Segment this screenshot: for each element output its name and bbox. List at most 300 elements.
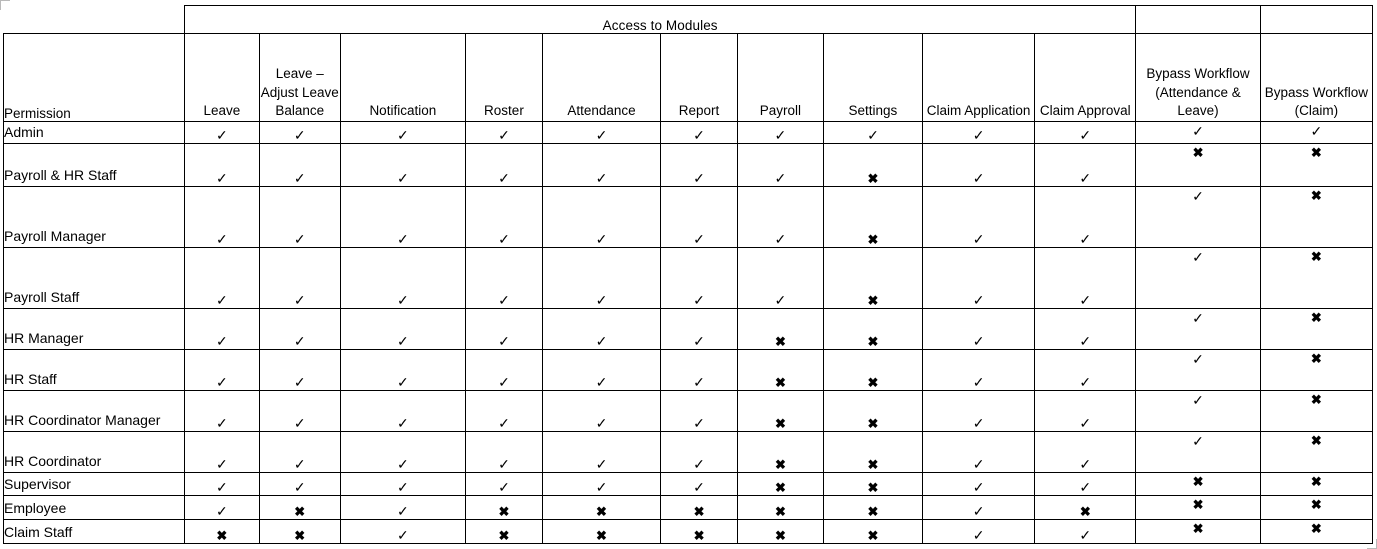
check-icon: ✓ [293,332,306,349]
row-label-admin: Admin [4,122,185,144]
cross-icon: ✖ [294,527,306,543]
check-icon: ✓ [1192,123,1204,139]
check-icon: ✓ [972,502,985,519]
cell-hr-manager-leave [184,309,259,350]
cell-admin-claim_application [922,122,1034,144]
cross-icon: ✖ [867,479,879,495]
cell-hr-coordinator-bypass_att_leave [1136,432,1260,473]
check-icon: ✓ [293,169,306,186]
cell-hr-coordinator-manager-roster [466,391,543,432]
check-icon: ✓ [216,478,228,495]
cross-icon: ✖ [867,456,879,472]
column-header-roster: Roster [466,34,543,122]
column-header-payroll: Payroll [737,34,823,122]
column-header-permission: Permission [4,34,185,122]
cell-hr-coordinator-manager-payroll [737,391,823,432]
cell-hr-coordinator-manager-notification [340,391,465,432]
column-header-claim-application: Claim Application [922,34,1034,122]
check-icon: ✓ [1079,478,1092,495]
cell-payroll-staff-report [661,248,738,309]
cell-hr-coordinator-claim_approval [1035,432,1136,473]
check-icon: ✓ [972,455,985,472]
cross-icon: ✖ [693,503,705,519]
cross-icon: ✖ [1310,351,1322,366]
cross-icon: ✖ [867,527,879,543]
check-icon: ✓ [293,230,306,247]
cell-hr-staff-bypass_att_leave [1136,350,1260,391]
check-icon: ✓ [972,373,985,390]
cell-claim-staff-claim_approval [1035,520,1136,544]
cross-icon: ✖ [1310,188,1322,203]
cell-hr-coordinator-manager-claim_application [922,391,1034,432]
check-icon: ✓ [774,291,787,308]
check-icon: ✓ [396,526,409,543]
check-icon: ✓ [1192,249,1204,265]
cross-icon: ✖ [498,503,510,519]
cell-payroll-staff-leave [184,248,259,309]
group-header-row [4,6,1373,34]
cell-hr-manager-settings [823,309,922,350]
check-icon: ✓ [216,373,228,390]
cell-hr-coordinator-leave [184,432,259,473]
cell-claim-staff-attendance [542,520,660,544]
cell-hr-coordinator-claim_application [922,432,1034,473]
table-row [4,248,1373,309]
cross-icon: ✖ [294,503,306,519]
column-header-attendance: Attendance [542,34,660,122]
cell-payroll-staff-bypass_claim [1260,248,1372,309]
cross-icon: ✖ [774,374,786,390]
check-icon: ✓ [693,332,705,349]
check-icon: ✓ [595,169,608,186]
cell-admin-bypass_claim [1260,122,1372,144]
check-icon: ✓ [293,478,306,495]
cell-admin-settings [823,122,922,144]
group-header-corner-blank [4,6,185,34]
cell-hr-staff-claim_approval [1035,350,1136,391]
cell-supervisor-settings [823,473,922,496]
cell-employee-report [661,496,738,520]
cell-employee-bypass_att_leave [1136,496,1260,520]
cell-payroll-hr-staff-roster [466,144,543,187]
check-icon: ✓ [693,291,705,308]
table-row [4,473,1373,496]
cell-supervisor-payroll [737,473,823,496]
cell-payroll-hr-staff-settings [823,144,922,187]
check-icon: ✓ [498,455,510,472]
cell-claim-staff-bypass_att_leave [1136,520,1260,544]
column-header-report: Report [661,34,738,122]
check-icon: ✓ [595,373,608,390]
cell-payroll-manager-leave_adjust [259,187,340,248]
cell-admin-leave_adjust [259,122,340,144]
cell-supervisor-roster [466,473,543,496]
column-header-claim-approval: Claim Approval [1035,34,1136,122]
column-header-bypass-workflow-claim: Bypass Workflow (Claim) [1260,34,1372,122]
check-icon: ✓ [396,414,409,431]
cell-hr-manager-leave_adjust [259,309,340,350]
cell-claim-staff-report [661,520,738,544]
row-label-hr-manager: HR Manager [4,309,185,350]
cell-payroll-manager-bypass_att_leave [1136,187,1260,248]
cell-hr-staff-claim_application [922,350,1034,391]
check-icon: ✓ [972,526,985,543]
check-icon: ✓ [693,230,705,247]
cross-icon: ✖ [1192,145,1204,160]
check-icon: ✓ [216,126,228,143]
cell-hr-manager-roster [466,309,543,350]
cell-claim-staff-claim_application [922,520,1034,544]
cell-supervisor-leave_adjust [259,473,340,496]
cell-hr-coordinator-payroll [737,432,823,473]
cell-hr-manager-claim_application [922,309,1034,350]
check-icon: ✓ [595,414,608,431]
check-icon: ✓ [595,332,608,349]
cell-hr-coordinator-manager-claim_approval [1035,391,1136,432]
cell-payroll-hr-staff-payroll [737,144,823,187]
cell-hr-manager-claim_approval [1035,309,1136,350]
cell-hr-staff-leave_adjust [259,350,340,391]
check-icon: ✓ [396,169,409,186]
check-icon: ✓ [972,414,985,431]
cell-claim-staff-notification [340,520,465,544]
cell-supervisor-notification [340,473,465,496]
check-icon: ✓ [1079,526,1092,543]
table-row [4,144,1373,187]
cell-payroll-staff-settings [823,248,922,309]
cell-employee-payroll [737,496,823,520]
cell-admin-report [661,122,738,144]
cross-icon: ✖ [867,374,879,390]
cell-admin-leave [184,122,259,144]
cell-payroll-hr-staff-attendance [542,144,660,187]
cross-icon: ✖ [1192,474,1204,489]
check-icon: ✓ [1192,310,1204,326]
check-icon: ✓ [216,291,228,308]
cross-icon: ✖ [1310,474,1322,489]
cell-hr-coordinator-manager-bypass_claim [1260,391,1372,432]
cell-hr-coordinator-report [661,432,738,473]
check-icon: ✓ [498,478,510,495]
cell-claim-staff-leave [184,520,259,544]
permission-access-matrix-table [3,5,1373,544]
cell-payroll-hr-staff-leave [184,144,259,187]
cell-payroll-manager-payroll [737,187,823,248]
cross-icon: ✖ [867,231,879,247]
cell-admin-bypass_att_leave [1136,122,1260,144]
check-icon: ✓ [396,478,409,495]
check-icon: ✓ [396,126,409,143]
cross-icon: ✖ [1310,145,1322,160]
cell-admin-roster [466,122,543,144]
row-label-payroll-staff: Payroll Staff [4,248,185,309]
cell-supervisor-claim_application [922,473,1034,496]
cell-hr-coordinator-manager-leave_adjust [259,391,340,432]
check-icon: ✓ [595,126,608,143]
cell-hr-manager-bypass_claim [1260,309,1372,350]
cell-payroll-hr-staff-claim_application [922,144,1034,187]
cell-hr-staff-roster [466,350,543,391]
check-icon: ✓ [1310,123,1323,139]
cross-icon: ✖ [1310,497,1322,512]
cell-hr-manager-payroll [737,309,823,350]
cell-payroll-staff-roster [466,248,543,309]
cell-payroll-hr-staff-bypass_att_leave [1136,144,1260,187]
cell-payroll-hr-staff-notification [340,144,465,187]
cell-supervisor-bypass_claim [1260,473,1372,496]
column-header-bypass-workflow-attendance-leave: Bypass Workflow (Attendance & Leave) [1136,34,1260,122]
check-icon: ✓ [972,478,985,495]
cross-icon: ✖ [774,479,786,495]
row-label-employee: Employee [4,496,185,520]
cell-hr-coordinator-manager-settings [823,391,922,432]
check-icon: ✓ [498,332,510,349]
cell-employee-claim_approval [1035,496,1136,520]
check-icon: ✓ [216,332,228,349]
cell-employee-roster [466,496,543,520]
check-icon: ✓ [216,502,228,519]
check-icon: ✓ [595,478,608,495]
cross-icon: ✖ [867,170,879,186]
check-icon: ✓ [595,455,608,472]
check-icon: ✓ [216,169,228,186]
cross-icon: ✖ [867,503,879,519]
check-icon: ✓ [1079,332,1092,349]
cell-claim-staff-leave_adjust [259,520,340,544]
cell-hr-coordinator-notification [340,432,465,473]
row-label-claim-staff: Claim Staff [4,520,185,544]
cell-admin-notification [340,122,465,144]
cell-hr-manager-report [661,309,738,350]
cell-payroll-staff-claim_application [922,248,1034,309]
check-icon: ✓ [1079,230,1092,247]
check-icon: ✓ [293,373,306,390]
cell-payroll-manager-bypass_claim [1260,187,1372,248]
check-icon: ✓ [1079,414,1092,431]
cross-icon: ✖ [1310,392,1322,407]
check-icon: ✓ [1079,455,1092,472]
check-icon: ✓ [693,126,705,143]
cell-payroll-hr-staff-bypass_claim [1260,144,1372,187]
cross-icon: ✖ [498,527,510,543]
check-icon: ✓ [595,291,608,308]
cell-payroll-staff-payroll [737,248,823,309]
check-icon: ✓ [972,230,985,247]
check-icon: ✓ [293,291,306,308]
cross-icon: ✖ [216,527,228,543]
cell-employee-settings [823,496,922,520]
cell-claim-staff-roster [466,520,543,544]
table-row [4,122,1373,144]
cell-claim-staff-settings [823,520,922,544]
check-icon: ✓ [774,169,787,186]
check-icon: ✓ [293,414,306,431]
cell-hr-manager-notification [340,309,465,350]
cell-payroll-manager-claim_application [922,187,1034,248]
check-icon: ✓ [972,126,985,143]
cell-hr-coordinator-manager-bypass_att_leave [1136,391,1260,432]
cell-payroll-manager-claim_approval [1035,187,1136,248]
row-label-hr-staff: HR Staff [4,350,185,391]
cell-employee-leave [184,496,259,520]
cell-hr-staff-settings [823,350,922,391]
cell-hr-staff-attendance [542,350,660,391]
check-icon: ✓ [396,373,409,390]
cell-payroll-manager-report [661,187,738,248]
check-icon: ✓ [396,455,409,472]
table-row [4,350,1373,391]
cell-employee-notification [340,496,465,520]
group-header-spacer-bypass-attendance-leave [1136,6,1260,34]
cell-hr-staff-payroll [737,350,823,391]
cell-payroll-manager-attendance [542,187,660,248]
group-header-spacer-bypass-claim [1260,6,1372,34]
check-icon: ✓ [498,230,510,247]
row-label-hr-coordinator-manager: HR Coordinator Manager [4,391,185,432]
cell-hr-coordinator-manager-leave [184,391,259,432]
cell-payroll-hr-staff-leave_adjust [259,144,340,187]
cell-payroll-hr-staff-report [661,144,738,187]
cross-icon: ✖ [867,292,879,308]
table-body [4,122,1373,544]
row-label-supervisor: Supervisor [4,473,185,496]
cross-icon: ✖ [774,503,786,519]
cross-icon: ✖ [693,527,705,543]
cell-supervisor-leave [184,473,259,496]
check-icon: ✓ [693,169,705,186]
cross-icon: ✖ [1079,503,1091,519]
cross-icon: ✖ [867,333,879,349]
row-label-payroll-manager: Payroll Manager [4,187,185,248]
cross-icon: ✖ [1310,521,1322,536]
table-row [4,187,1373,248]
check-icon: ✓ [1192,351,1204,367]
column-header-settings: Settings [823,34,922,122]
cross-icon: ✖ [596,527,607,543]
cell-hr-staff-notification [340,350,465,391]
table-row [4,309,1373,350]
cell-hr-coordinator-settings [823,432,922,473]
table-row [4,496,1373,520]
check-icon: ✓ [972,169,985,186]
check-icon: ✓ [1079,169,1092,186]
check-icon: ✓ [498,373,510,390]
check-icon: ✓ [972,291,985,308]
cross-icon: ✖ [1310,249,1322,264]
check-icon: ✓ [293,126,306,143]
cell-hr-coordinator-roster [466,432,543,473]
cell-payroll-manager-notification [340,187,465,248]
cell-payroll-manager-settings [823,187,922,248]
cell-hr-staff-report [661,350,738,391]
cross-icon: ✖ [774,527,786,543]
cell-hr-manager-attendance [542,309,660,350]
cell-payroll-staff-notification [340,248,465,309]
check-icon: ✓ [774,126,787,143]
cell-employee-bypass_claim [1260,496,1372,520]
cell-payroll-staff-attendance [542,248,660,309]
cross-icon: ✖ [1310,433,1322,448]
check-icon: ✓ [293,455,306,472]
check-icon: ✓ [693,414,705,431]
check-icon: ✓ [396,230,409,247]
cell-admin-payroll [737,122,823,144]
check-icon: ✓ [498,291,510,308]
cross-icon: ✖ [1192,497,1204,512]
cross-icon: ✖ [774,456,786,472]
cell-hr-coordinator-attendance [542,432,660,473]
cell-payroll-manager-roster [466,187,543,248]
check-icon: ✓ [216,230,228,247]
column-header-leave: Leave [184,34,259,122]
check-icon: ✓ [396,332,409,349]
column-header-row [4,34,1373,122]
cell-hr-staff-bypass_claim [1260,350,1372,391]
cell-supervisor-bypass_att_leave [1136,473,1260,496]
cell-employee-attendance [542,496,660,520]
cross-icon: ✖ [596,503,607,519]
cell-payroll-staff-bypass_att_leave [1136,248,1260,309]
check-icon: ✓ [693,455,705,472]
cross-icon: ✖ [1310,310,1322,325]
cross-icon: ✖ [1192,521,1204,536]
cell-hr-staff-leave [184,350,259,391]
cell-hr-coordinator-bypass_claim [1260,432,1372,473]
check-icon: ✓ [216,414,228,431]
cell-admin-claim_approval [1035,122,1136,144]
cross-icon: ✖ [867,415,879,431]
check-icon: ✓ [396,502,409,519]
check-icon: ✓ [498,126,510,143]
cell-claim-staff-bypass_claim [1260,520,1372,544]
check-icon: ✓ [693,478,705,495]
check-icon: ✓ [498,169,510,186]
cell-hr-coordinator-leave_adjust [259,432,340,473]
column-header-notification: Notification [340,34,465,122]
cell-hr-manager-bypass_att_leave [1136,309,1260,350]
cell-payroll-staff-leave_adjust [259,248,340,309]
cell-hr-coordinator-manager-attendance [542,391,660,432]
table-row [4,391,1373,432]
check-icon: ✓ [1079,373,1092,390]
group-header-access-to-modules: Access to Modules [184,6,1135,34]
row-label-payroll-hr-staff: Payroll & HR Staff [4,144,185,187]
cell-claim-staff-payroll [737,520,823,544]
check-icon: ✓ [1079,291,1092,308]
check-icon: ✓ [1079,126,1092,143]
cell-hr-coordinator-manager-report [661,391,738,432]
cell-supervisor-report [661,473,738,496]
cell-payroll-manager-leave [184,187,259,248]
cell-admin-attendance [542,122,660,144]
check-icon: ✓ [774,230,787,247]
table-header [4,6,1373,122]
cell-supervisor-attendance [542,473,660,496]
check-icon: ✓ [693,373,705,390]
check-icon: ✓ [595,230,608,247]
cell-employee-claim_application [922,496,1034,520]
table-row [4,432,1373,473]
cross-icon: ✖ [774,333,786,349]
check-icon: ✓ [1192,188,1204,204]
cross-icon: ✖ [774,415,786,431]
row-label-hr-coordinator: HR Coordinator [4,432,185,473]
check-icon: ✓ [216,455,228,472]
check-icon: ✓ [972,332,985,349]
check-icon: ✓ [1192,433,1204,449]
cell-supervisor-claim_approval [1035,473,1136,496]
cell-payroll-staff-claim_approval [1035,248,1136,309]
